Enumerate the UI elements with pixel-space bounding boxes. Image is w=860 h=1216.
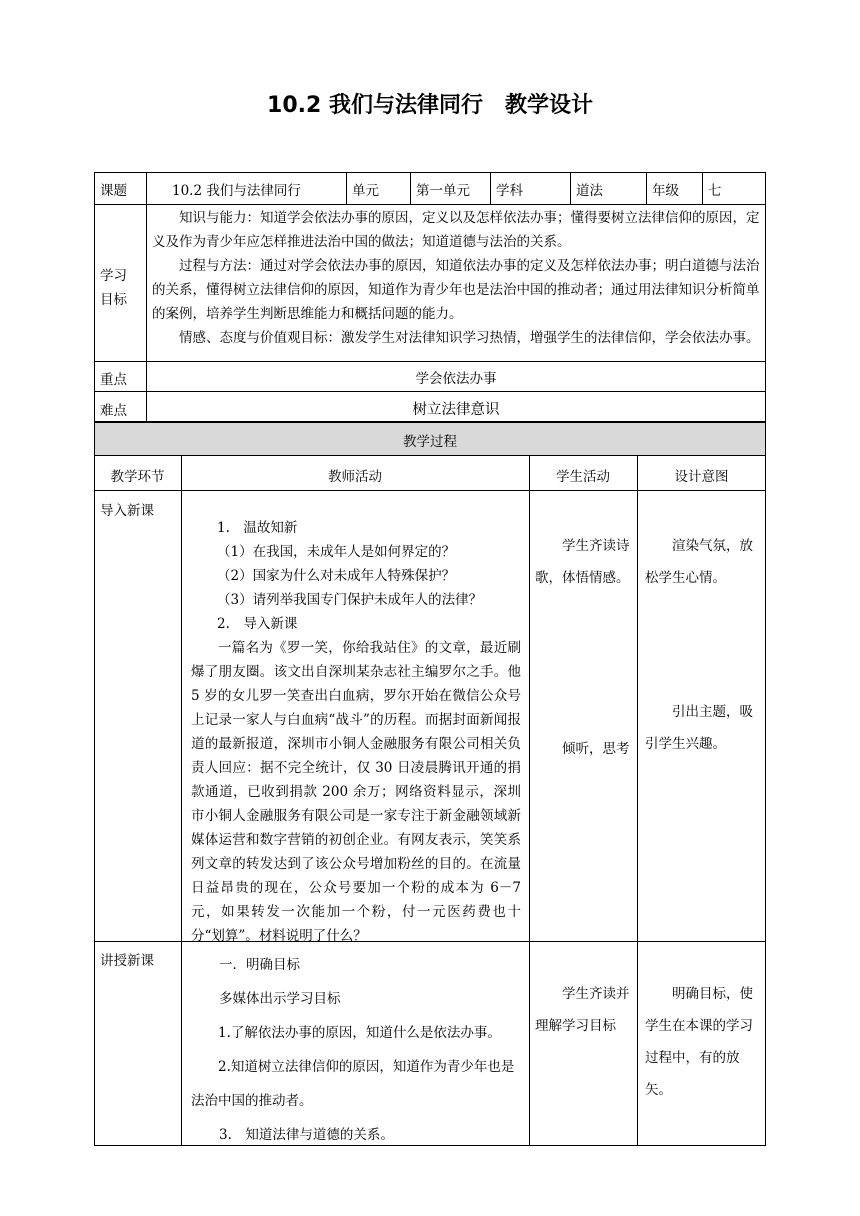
grade-value: 七: [708, 183, 722, 199]
process-title: 教学过程: [403, 434, 457, 450]
teaching-line-4: 3. 知道法律与道德的关系。: [219, 1127, 394, 1143]
teaching-line-1: 多媒体出示学习目标: [219, 991, 341, 1007]
intro-question-3: （3）请列举我国专门保护未成年人的法律？: [217, 592, 483, 608]
subject-label: 学科: [496, 183, 523, 199]
difficulty-value: 树立法律意识: [412, 402, 500, 418]
column-stage: 教学环节: [110, 469, 165, 485]
course-label: 课题: [100, 183, 127, 199]
intro-heading-lead: 2. 导入新课: [217, 616, 298, 632]
page-title: 10.2 我们与法律同行 教学设计: [267, 93, 593, 118]
student-activity-intro-b: 倾听，思考: [562, 741, 630, 757]
grade-label: 年级: [652, 183, 679, 199]
goals-label-line2: 目标: [100, 292, 127, 308]
column-teacher: 教师活动: [328, 469, 382, 485]
design-intent-intro-a: 渲染气氛，放松学生心情。: [645, 538, 753, 586]
teaching-line-3: 2.知道树立法律信仰的原因，知道作为青少年也是法治中国的推动者。: [191, 1059, 515, 1109]
teaching-line-2: 1.了解依法办事的原因，知道什么是依法办事。: [218, 1025, 501, 1041]
unit-value: 第一单元: [416, 183, 470, 199]
course-value: 10.2 我们与法律同行: [172, 183, 301, 199]
goal-attitude: 情感、态度与价值观目标：激发学生对法律知识学习热情，增强学生的法律信仰，学会依法办事。: [179, 330, 760, 346]
teacher-activity-teaching: [181, 944, 529, 1156]
column-design: 设计意图: [674, 469, 729, 485]
stage-teaching: 讲授新课: [100, 953, 154, 969]
intro-question-1: （1）在我国，未成年人是如何界定的？: [217, 544, 456, 560]
design-intent-teaching: 明确目标，使学生在本课的学习过程中，有的放矢。: [645, 986, 753, 1098]
goals-label-line1: 学习: [100, 268, 127, 284]
teaching-heading-goal: 一．明确目标: [219, 957, 300, 973]
subject-value: 道法: [576, 183, 603, 199]
intro-story: 一篇名为《罗一笑，你给我站住》的文章，最近刷爆了朋友圈。该文出自深圳某杂志社主编罗尔之手。他 5 岁的女儿罗一笑查出白血病，罗尔开始在微信公众号上记录一家人与白血病“战斗”的历程。而据封面新闻报道的最新报道，深圳市小铜人金融服务有限公司相关负责人回应：据不完全统计，仅 30 日凌晨腾讯开通的捐款通道，已收到捐款 200 余万；网络资料显示，深圳市小铜人金融服务有限公司是一家专注于新金融领域新媒体运营和数字营销的初创企业。有网友表示，笑笑系列文章的转发达到了该公众号增加粉丝的目的。在流量日益昂贵的现在，公众号要加一个粉的成本为 6－7 元，如果转发一次能加一个粉，付一元医药费也十分“划算”。材料说明了什么？: [191, 640, 521, 944]
key-point-value: 学会依法办事: [415, 371, 497, 387]
design-intent-intro-b: 引出主题，吸引学生兴趣。: [645, 704, 753, 752]
teacher-activity-intro: [181, 512, 529, 952]
goal-knowledge: 知识与能力：知道学会依法办事的原因，定义以及怎样依法办事；懂得要树立法律信仰的原因，定义及作为青少年应怎样推进法治中国的做法；知道道德与法治的关系。: [152, 210, 760, 250]
intro-question-2: （2）国家为什么对未成年人特殊保护？: [217, 568, 456, 584]
goal-process: 过程与方法：通过对学会依法办事的原因，知道依法办事的定义及怎样依法办事；明白道德与法治的关系，懂得树立法律信仰的原因，知道作为青少年也是法治中国的推动者；通过用法律知识分析简单的案例，培养学生判断思维能力和概括问题的能力。: [152, 258, 760, 322]
intro-heading-review: 1. 温故知新: [217, 520, 298, 536]
unit-label: 单元: [352, 183, 379, 199]
student-activity-intro-a: 学生齐读诗歌，体悟情感。: [535, 538, 630, 586]
student-activity-teaching: 学生齐读并理解学习目标: [535, 986, 630, 1034]
goals-label: [94, 260, 146, 316]
key-point-label: 重点: [100, 372, 127, 388]
column-student: 学生活动: [556, 469, 610, 485]
stage-intro: 导入新课: [100, 503, 154, 519]
difficulty-label: 难点: [100, 403, 127, 419]
goals-content: [146, 204, 766, 352]
